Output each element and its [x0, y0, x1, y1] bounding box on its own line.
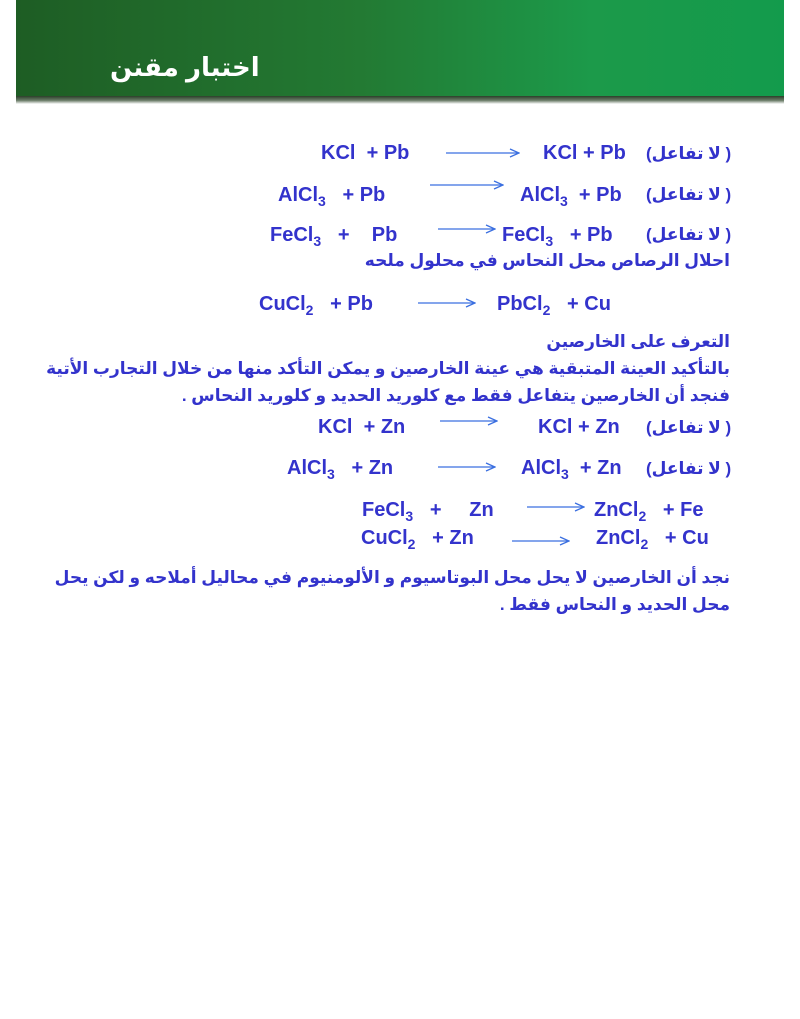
no-reaction-note: ( لا تفاعل) — [646, 418, 732, 437]
reaction-kcl-pb-reactants: KCl + Pb — [321, 142, 410, 164]
no-reaction-note: ( لا تفاعل) — [646, 144, 732, 163]
reaction-alcl3-pb-products: AlCl$_3$ + Pb — [520, 184, 622, 209]
page-title: اختبار مقنن — [110, 52, 260, 82]
reaction-arrow-icon — [446, 148, 520, 158]
reaction-cucl2-pb-products: PbCl$_2$ + Cu — [497, 293, 611, 318]
reaction-arrow-icon — [418, 298, 476, 308]
no-reaction-note: ( لا تفاعل) — [646, 225, 732, 244]
reaction-kcl-zn-reactants: KCl + Zn — [318, 416, 406, 438]
conclusion-line-1: نجد أن الخارصين لا يحل محل البوتاسيوم و الألومنيوم في محاليل أملاحه و لكن يحل — [54, 568, 730, 587]
lead-displacement-note: احلال الرصاص محل النحاس في محلول ملحه — [364, 251, 730, 270]
reaction-arrow-icon — [438, 224, 496, 234]
reaction-arrow-icon — [430, 180, 504, 190]
reaction-kcl-zn-products: KCl + Zn — [538, 416, 620, 438]
reaction-fecl3-zn-products: ZnCl$_2$ + Fe — [594, 499, 704, 524]
reaction-kcl-pb-products: KCl + Pb — [543, 142, 626, 164]
reaction-arrow-icon — [527, 502, 585, 512]
zinc-heading: التعرف على الخارصين — [546, 332, 730, 351]
no-reaction-note: ( لا تفاعل) — [646, 459, 732, 478]
reaction-alcl3-zn-reactants: AlCl$_3$ + Zn — [287, 457, 394, 482]
no-reaction-note: ( لا تفاعل) — [646, 185, 732, 204]
header-shadow — [16, 96, 784, 104]
reaction-alcl3-zn-products: AlCl$_3$ + Zn — [521, 457, 622, 482]
reaction-arrow-icon — [438, 462, 496, 472]
reaction-fecl3-pb-products: FeCl$_3$ + Pb — [502, 224, 613, 249]
reaction-cucl2-zn-products: ZnCl$_2$ + Cu — [596, 527, 709, 552]
reaction-arrow-icon — [440, 416, 498, 426]
reaction-cucl2-zn-reactants: CuCl$_2$ + Zn — [361, 527, 474, 552]
reaction-fecl3-pb-reactants: FeCl$_3$ + Pb — [270, 224, 398, 249]
reaction-fecl3-zn-reactants: FeCl$_3$ + Zn — [362, 499, 494, 524]
zinc-intro-line-1: بالتأكيد العينة المتبقية هي عينة الخارصين و يمكن التأكد منها من خلال التجارب الأتية — [46, 359, 730, 378]
reaction-alcl3-pb-reactants: AlCl$_3$ + Pb — [278, 184, 386, 209]
reaction-arrow-icon — [512, 536, 570, 546]
reaction-cucl2-pb-reactants: CuCl$_2$ + Pb — [259, 293, 373, 318]
conclusion-line-2: محل الحديد و النحاس فقط . — [499, 595, 730, 614]
zinc-intro-line-2: فنجد أن الخارصين يتفاعل فقط مع كلوريد الحديد و كلوريد النحاس . — [181, 386, 730, 405]
